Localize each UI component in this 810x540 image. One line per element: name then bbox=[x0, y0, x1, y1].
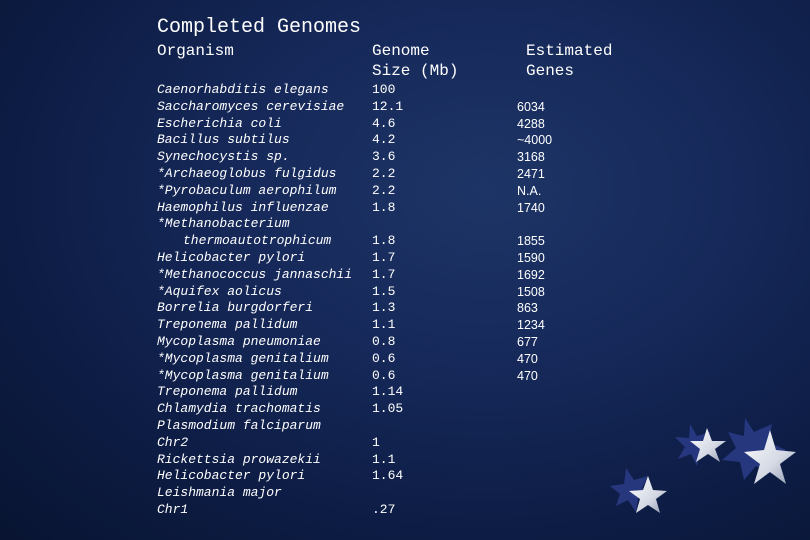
genome-size-cell: 2.2 bbox=[372, 182, 396, 198]
table-row bbox=[157, 418, 597, 435]
table-row bbox=[157, 317, 597, 334]
genome-size-column-header bbox=[372, 41, 458, 81]
table-row bbox=[157, 300, 597, 317]
table-row bbox=[157, 452, 597, 469]
organism-cell: *Methanococcus jannaschii bbox=[157, 266, 353, 282]
estimated-genes-cell: 1740 bbox=[517, 200, 545, 215]
genome-size-cell: 1.7 bbox=[372, 266, 396, 282]
estimated-genes-cell: N.A. bbox=[517, 183, 542, 198]
organism-cell: Synechocystis sp. bbox=[157, 149, 290, 165]
organism-cell: Escherichia coli bbox=[157, 115, 282, 131]
table-row bbox=[157, 351, 597, 368]
organism-cell: Saccharomyces cerevisiae bbox=[157, 98, 345, 114]
organism-cell: Treponema pallidum bbox=[157, 317, 298, 333]
genome-size-cell: 0.6 bbox=[372, 367, 396, 383]
organism-column-header bbox=[157, 41, 234, 61]
genome-size-cell: 0.8 bbox=[372, 333, 396, 349]
genome-size-cell: .27 bbox=[372, 501, 396, 517]
table-row bbox=[157, 116, 597, 133]
table-row bbox=[157, 233, 597, 250]
table-row bbox=[157, 149, 597, 166]
genome-size-cell: 2.2 bbox=[372, 165, 396, 181]
estimated-genes-cell: 1234 bbox=[517, 318, 545, 333]
organism-cell: Treponema pallidum bbox=[157, 384, 298, 400]
estimated-genes-header-line2: Genes bbox=[526, 62, 575, 80]
organism-cell: Plasmodium falciparum bbox=[157, 417, 321, 433]
genome-size-cell: 4.6 bbox=[372, 115, 396, 131]
genome-size-cell: 1.5 bbox=[372, 283, 396, 299]
table-row bbox=[157, 216, 597, 233]
estimated-genes-cell: 3168 bbox=[517, 150, 545, 165]
estimated-genes-cell: 6034 bbox=[517, 99, 545, 114]
star-icon bbox=[675, 424, 726, 466]
organism-cell: thermoautotrophicum bbox=[183, 233, 332, 249]
estimated-genes-cell: 1590 bbox=[517, 250, 545, 265]
table-row bbox=[157, 267, 597, 284]
table-row bbox=[157, 502, 597, 519]
table-row bbox=[157, 99, 597, 116]
star-icon bbox=[722, 418, 796, 484]
table-row bbox=[157, 200, 597, 217]
organism-cell: *Mycoplasma genitalium bbox=[157, 350, 329, 366]
genome-size-header-line1: Genome bbox=[372, 42, 430, 60]
estimated-genes-cell: ~4000 bbox=[517, 133, 553, 148]
organism-cell: *Archaeoglobus fulgidus bbox=[157, 165, 337, 181]
table-row bbox=[157, 435, 597, 452]
genome-size-cell: 100 bbox=[372, 82, 396, 97]
genome-size-cell: 3.6 bbox=[372, 149, 396, 165]
genome-size-cell: 12.1 bbox=[372, 98, 404, 114]
organism-cell: Borrelia burgdorferi bbox=[157, 300, 314, 316]
organism-cell: Helicobacter pylori bbox=[157, 249, 306, 265]
organism-cell: *Methanobacterium bbox=[157, 216, 290, 232]
organism-cell: *Pyrobaculum aerophilum bbox=[157, 182, 337, 198]
organism-cell: Helicobacter pylori bbox=[157, 468, 306, 484]
table-row bbox=[157, 132, 597, 149]
organism-cell: *Mycoplasma genitalium bbox=[157, 367, 329, 383]
organism-cell: Chlamydia trachomatis bbox=[157, 401, 321, 417]
table-row bbox=[157, 334, 597, 351]
organism-cell: Chr2 bbox=[157, 434, 189, 450]
estimated-genes-cell: 4288 bbox=[517, 116, 545, 131]
genome-size-cell: 1.1 bbox=[372, 451, 396, 467]
organism-cell: Chr1 bbox=[157, 501, 189, 517]
estimated-genes-cell: 677 bbox=[517, 334, 538, 349]
estimated-genes-column-header bbox=[526, 41, 612, 81]
genome-size-cell: 1.64 bbox=[372, 468, 404, 484]
genome-size-cell: 1.8 bbox=[372, 199, 396, 215]
organism-cell: Caenorhabditis elegans bbox=[157, 82, 329, 97]
estimated-genes-cell: 470 bbox=[517, 368, 538, 383]
table-row bbox=[157, 82, 597, 99]
genome-size-cell: 1.1 bbox=[372, 317, 396, 333]
estimated-genes-cell: 1508 bbox=[517, 284, 545, 299]
genome-size-cell: 1 bbox=[372, 434, 380, 450]
organism-cell: *Aquifex aolicus bbox=[157, 283, 282, 299]
genome-size-cell: 0.6 bbox=[372, 350, 396, 366]
table-row bbox=[157, 284, 597, 301]
organism-cell: Rickettsia prowazekii bbox=[157, 451, 321, 467]
table-row bbox=[157, 166, 597, 183]
organism-cell: Mycoplasma pneumoniae bbox=[157, 333, 321, 349]
genome-size-cell: 4.2 bbox=[372, 132, 396, 148]
genome-size-cell: 1.3 bbox=[372, 300, 396, 316]
organism-header-label: Organism bbox=[157, 42, 234, 60]
estimated-genes-cell: 1855 bbox=[517, 234, 545, 249]
table-row bbox=[157, 468, 597, 485]
estimated-genes-header-line1: Estimated bbox=[526, 42, 613, 60]
genome-table bbox=[157, 82, 597, 519]
genome-size-header-line2: Size (Mb) bbox=[372, 62, 459, 80]
organism-cell: Leishmania major bbox=[157, 485, 282, 501]
genome-size-cell: 1.8 bbox=[372, 233, 396, 249]
table-row bbox=[157, 368, 597, 385]
table-row bbox=[157, 485, 597, 502]
estimated-genes-cell: 2471 bbox=[517, 166, 545, 181]
organism-cell: Haemophilus influenzae bbox=[157, 199, 329, 215]
slide-title: Completed Genomes bbox=[157, 16, 362, 39]
genome-size-cell: 1.14 bbox=[372, 384, 404, 400]
genome-size-cell: 1.05 bbox=[372, 401, 404, 417]
estimated-genes-cell: 1692 bbox=[517, 267, 545, 282]
table-row bbox=[157, 250, 597, 267]
table-row bbox=[157, 183, 597, 200]
organism-cell: Bacillus subtilus bbox=[157, 132, 290, 148]
star-icon bbox=[610, 468, 667, 513]
estimated-genes-cell: 863 bbox=[517, 301, 538, 316]
estimated-genes-cell: 470 bbox=[517, 351, 538, 366]
table-row bbox=[157, 384, 597, 401]
table-row bbox=[157, 401, 597, 418]
genome-size-cell: 1.7 bbox=[372, 249, 396, 265]
